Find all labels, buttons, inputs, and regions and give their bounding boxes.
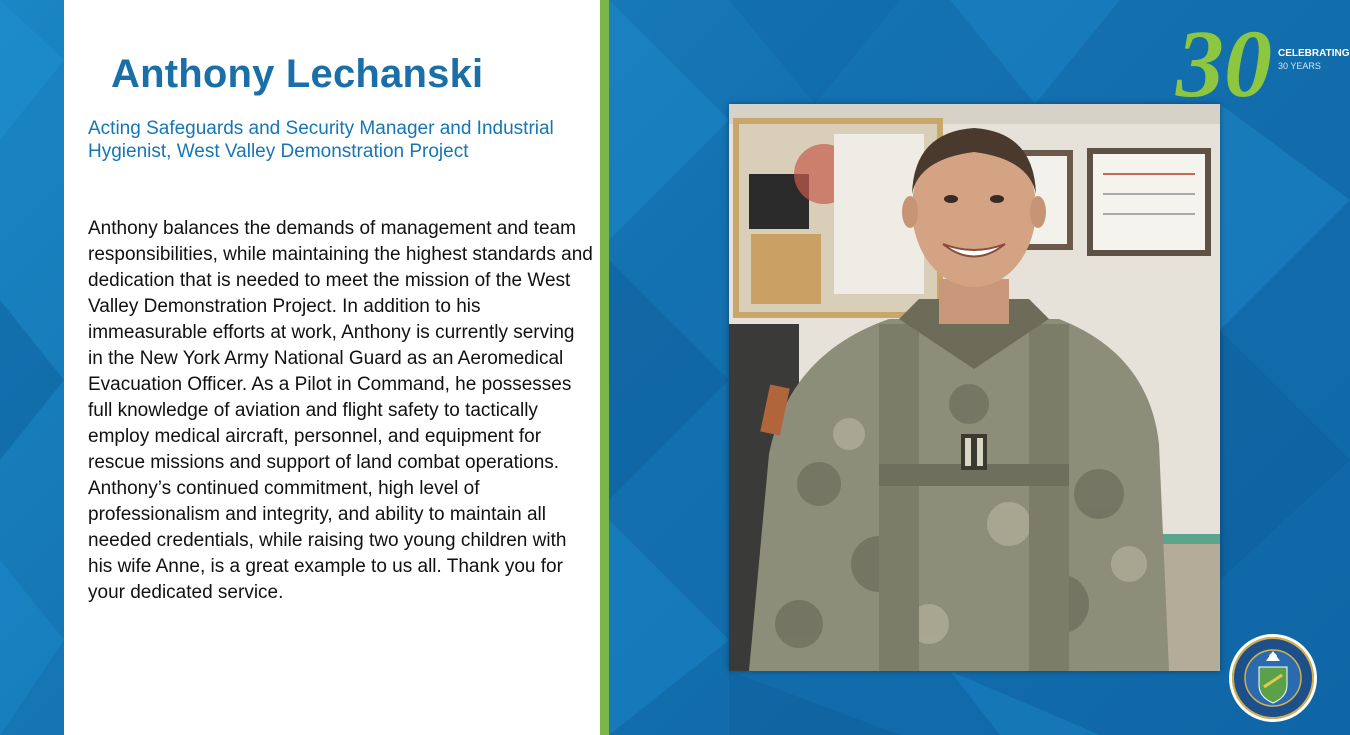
logo-number: 30 [1176,10,1272,117]
soldier-photo-illustration [729,104,1220,671]
logo-line1: CELEBRATING [1278,48,1350,59]
profile-name: Anthony Lechanski [111,52,484,96]
doe-seal-icon [1228,633,1318,723]
profile-photo [729,104,1220,671]
celebrating-30-years-logo [1176,8,1350,117]
accent-divider [600,0,609,735]
profile-title: Acting Safeguards and Security Manager and Industrial Hygienist, West Valley Demonstration Project [88,118,554,162]
profile-bio: Anthony balances the demands of management and team responsibilities, while maintaining the highest standards and dedication that is needed to meet the mission of the West Valley Demonstration Project. In addition to his immeasurable efforts at work, Anthony is currently serving in the New York Army National Guard as an Aeromedical Evacuation Officer. As a Pilot in Command, he possesses full knowledge of aviation and flight safety to tactically employ medical aircraft, personnel, and equipment for rescue missions and support of land combat operations. Anthony’s continued commitment, high level of professionalism and integrity, and ability to maintain all needed credentials, while raising two young children with his wife Anne, is a great example to us all. Thank you for your dedicated service. [88,218,593,603]
logo-line2: 30 YEARS [1278,61,1321,71]
